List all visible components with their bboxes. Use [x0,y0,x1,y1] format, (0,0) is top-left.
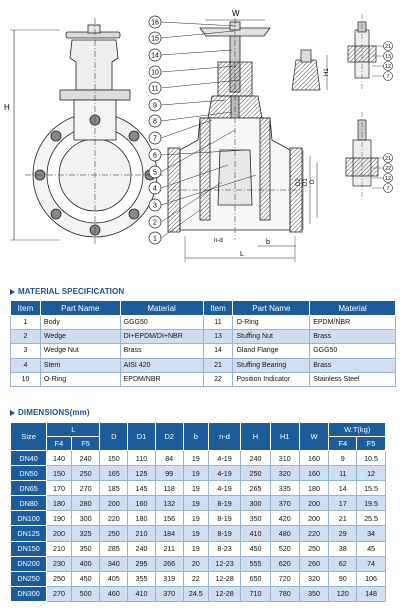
detail-callout-number: 21 [384,44,392,50]
table-cell: 160 [128,496,156,511]
table-cell: 210 [47,541,72,556]
callout-number: 15 [151,35,159,43]
table-cell: 1 [11,316,41,330]
table-cell: AISI 420 [120,358,203,372]
dim-label-b: b [266,239,270,246]
table-cell: GGG50 [120,316,203,330]
table-cell: 170 [47,481,72,496]
table-cell: 140 [47,451,72,466]
callout-number: 10 [151,69,159,77]
table-cell: 4-19 [209,451,241,466]
table-cell: 319 [155,571,183,586]
table-row [11,358,396,372]
table-cell: 280 [71,496,100,511]
detail-view-bottom [346,112,378,200]
size-cell: DN200 [11,556,47,571]
table-cell: Gland Flange [233,344,310,358]
table-cell: 184 [155,526,183,541]
table-cell: 4 [11,358,41,372]
size-cell: DN100 [11,511,47,526]
table-cell: 250 [299,541,329,556]
detail-callout-number: 7 [386,74,390,80]
col-l-f5: F5 [71,437,100,451]
table-row [11,571,386,586]
size-cell: DN150 [11,541,47,556]
table-cell: 17 [329,496,357,511]
table-cell: 240 [241,451,271,466]
table-cell: 420 [270,511,299,526]
table-cell: 450 [71,571,100,586]
detail-callout-number: 21 [384,156,392,162]
table-cell: 34 [357,526,386,541]
table-cell: 25.5 [357,511,386,526]
table-cell: 265 [241,481,271,496]
col-d: D [100,423,128,451]
table-cell: 106 [357,571,386,586]
col-wt-f4: F4 [329,437,357,451]
table-cell: 370 [155,586,183,601]
table-cell: 22 [183,571,209,586]
table-cell: 125 [128,466,156,481]
table-cell: 185 [100,481,128,496]
table-cell: 156 [155,511,183,526]
table-cell: 270 [71,481,100,496]
table-cell: 230 [47,556,72,571]
table-cell: 410 [241,526,271,541]
table-cell: Position Indicator [233,372,310,386]
table-cell: 250 [71,466,100,481]
table-cell: 19 [183,496,209,511]
size-cell: DN250 [11,571,47,586]
table-cell: 19 [183,526,209,541]
table-cell: 12-23 [209,556,241,571]
table-cell: 19 [183,481,209,496]
table-cell: 720 [270,571,299,586]
col-d1: D1 [128,423,156,451]
table-cell: 14 [329,481,357,496]
table-cell: 400 [71,556,100,571]
table-cell: 22 [203,372,233,386]
table-cell: 180 [299,481,329,496]
table-cell: 19 [183,466,209,481]
table-cell: 150 [47,466,72,481]
table-cell: 2 [11,330,41,344]
valve-technical-drawing [0,0,406,272]
table-cell: Brass [310,330,396,344]
table-cell: 21 [329,511,357,526]
col-w: W [299,423,329,451]
table-cell: 160 [299,451,329,466]
table-cell: 118 [155,481,183,496]
dim-label-h: H [4,103,10,112]
col-d2: D2 [155,423,183,451]
section-arrow-icon [10,289,15,295]
table-cell: 650 [241,571,271,586]
callout-number: 2 [153,219,157,227]
table-cell: 285 [100,541,128,556]
dim-label-l: L [240,251,244,258]
table-cell: 10.5 [357,451,386,466]
table-row [11,586,386,601]
table-cell: 24.5 [183,586,209,601]
table-cell: 165 [100,466,128,481]
dimensions-table [10,422,386,602]
table-cell: 620 [270,556,299,571]
table-cell: 555 [241,556,271,571]
callout-number: 7 [153,135,157,143]
table-row [11,316,396,330]
table-cell: 120 [329,586,357,601]
table-cell: 10 [11,372,41,386]
callout-leader-line [161,22,236,26]
callout-number: 14 [151,52,159,60]
table-cell: 13 [203,330,233,344]
table-cell: 350 [71,541,100,556]
table-cell: 355 [128,571,156,586]
table-cell: 300 [71,511,100,526]
callout-number: 16 [151,19,159,27]
table-cell: 520 [270,541,299,556]
table-cell: 295 [128,556,156,571]
table-cell: 266 [155,556,183,571]
table-cell: 220 [299,526,329,541]
col-size: Size [11,423,47,451]
callout-number: 5 [153,169,157,177]
material-col-header: Item [203,301,233,316]
table-cell: 110 [128,451,156,466]
table-row [11,511,386,526]
table-cell: 11 [329,466,357,481]
table-cell: 300 [241,496,271,511]
table-cell: 350 [299,586,329,601]
table-cell: 320 [270,466,299,481]
table-cell: 270 [47,586,72,601]
table-cell: 325 [71,526,100,541]
table-cell: 410 [128,586,156,601]
dimensions-title: DIMENSIONS(mm) [10,408,90,417]
table-cell: Wedge [40,330,120,344]
material-spec-title: MATERIAL SPECIFICATION [10,287,124,296]
table-cell: 320 [299,571,329,586]
table-cell: 450 [241,541,271,556]
table-cell: DI+EPDM/DI+NBR [120,330,203,344]
dim-label-d: D [310,179,316,184]
table-row [11,541,386,556]
material-col-header: Item [11,301,41,316]
callout-number: 9 [153,102,157,110]
detail-callout-number: 7 [386,186,390,192]
callout-leader-line [161,50,232,55]
table-cell: 12-28 [209,571,241,586]
table-row [11,451,386,466]
size-cell: DN40 [11,451,47,466]
size-cell: DN50 [11,466,47,481]
table-cell: 240 [71,451,100,466]
table-row [11,526,386,541]
table-cell: 29 [329,526,357,541]
table-cell: 240 [128,541,156,556]
table-cell: 15.5 [357,481,386,496]
table-cell: O-Ring [40,372,120,386]
table-cell: 14 [203,344,233,358]
table-cell: 200 [100,496,128,511]
table-cell: 250 [100,526,128,541]
detail-view-top [292,14,376,90]
table-cell: 200 [299,511,329,526]
table-cell: 340 [100,556,128,571]
table-cell: 8-23 [209,541,241,556]
table-cell: 180 [47,496,72,511]
size-cell: DN65 [11,481,47,496]
table-row [11,466,386,481]
material-col-header: Part Name [40,301,120,316]
table-cell: 84 [155,451,183,466]
table-cell: 19 [183,511,209,526]
callout-number: 3 [153,202,157,210]
table-cell: 38 [329,541,357,556]
table-cell: 370 [270,496,299,511]
dimensions-header-row [11,423,386,437]
material-col-header: Material [310,301,396,316]
table-cell: Brass [120,344,203,358]
dim-label-w: W [232,9,240,18]
table-cell: 8-19 [209,496,241,511]
callout-number: 11 [151,85,159,93]
table-row [11,556,386,571]
table-cell: 19.5 [357,496,386,511]
detail-callout-number: 12 [384,176,392,182]
table-cell: 9 [329,451,357,466]
table-row [11,344,396,358]
table-cell: 250 [241,466,271,481]
table-cell: 19 [183,451,209,466]
col-h: H [241,423,271,451]
dim-label-nd: n-d [214,238,223,244]
table-cell: Stuffing Bearing [233,358,310,372]
table-cell: 132 [155,496,183,511]
table-cell: 21 [203,358,233,372]
col-wt-f5: F5 [357,437,386,451]
table-cell: 90 [329,571,357,586]
table-row [11,496,386,511]
table-cell: 310 [270,451,299,466]
col-weight: W.T(kg) [329,423,386,437]
material-header-row [11,301,396,316]
table-cell: 460 [100,586,128,601]
table-cell: 4-19 [209,466,241,481]
table-cell: 250 [47,571,72,586]
table-cell: 150 [100,451,128,466]
table-cell: 405 [100,571,128,586]
table-cell: 211 [155,541,183,556]
table-row [11,372,396,386]
col-nd: n-d [209,423,241,451]
callout-number: 1 [153,235,157,243]
table-cell: 145 [128,481,156,496]
table-cell: 480 [270,526,299,541]
col-b: b [183,423,209,451]
table-cell: 74 [357,556,386,571]
table-cell: Brass [310,358,396,372]
col-l-f4: F4 [47,437,72,451]
table-cell: 500 [71,586,100,601]
col-h1: H1 [270,423,299,451]
table-cell: 19 [183,541,209,556]
table-cell: 3 [11,344,41,358]
callout-number: 4 [153,185,157,193]
table-cell: 11 [203,316,233,330]
dim-label-h1: H1 [324,68,330,76]
material-spec-table [10,300,396,387]
table-cell: 350 [241,511,271,526]
table-cell: 8-19 [209,511,241,526]
table-cell: 210 [128,526,156,541]
material-col-header: Part Name [233,301,310,316]
table-cell: 99 [155,466,183,481]
detail-callout-number: 12 [384,64,392,70]
table-cell: 180 [128,511,156,526]
table-cell: 190 [47,511,72,526]
material-col-header: Material [120,301,203,316]
detail-callout-number: 22 [384,166,392,172]
table-cell: 200 [299,496,329,511]
detail-callout-number: 13 [384,54,392,60]
size-cell: DN80 [11,496,47,511]
table-cell: 710 [241,586,271,601]
table-cell: 62 [329,556,357,571]
valve-external-view [10,18,165,245]
size-cell: DN125 [11,526,47,541]
table-cell: 45 [357,541,386,556]
table-cell: 780 [270,586,299,601]
valve-section-view [168,18,317,262]
table-cell: 20 [183,556,209,571]
table-cell: O-Ring [233,316,310,330]
col-l: L [47,423,100,437]
table-cell: 160 [299,466,329,481]
table-cell: 8-19 [209,526,241,541]
table-cell: 12-28 [209,586,241,601]
size-cell: DN300 [11,586,47,601]
table-cell: EPDM/NBR [310,316,396,330]
dim-label-d2: D2 [296,178,302,186]
table-cell: Body [40,316,120,330]
table-cell: Stainless Steel [310,372,396,386]
callout-number: 6 [153,152,157,160]
table-cell: Stem [40,358,120,372]
table-cell: GGG50 [310,344,396,358]
table-cell: Stuffing Nut [233,330,310,344]
table-row [11,481,386,496]
table-cell: 260 [299,556,329,571]
table-cell: 220 [100,511,128,526]
table-cell: 335 [270,481,299,496]
section-arrow-icon [10,410,15,416]
table-cell: 12 [357,466,386,481]
table-row [11,330,396,344]
table-cell: 148 [357,586,386,601]
table-cell: EPDM/NBR [120,372,203,386]
table-cell: 4-19 [209,481,241,496]
callout-number: 8 [153,118,157,126]
table-cell: 200 [47,526,72,541]
dim-label-d1: D1 [303,178,309,186]
table-cell: Wedge Nut [40,344,120,358]
